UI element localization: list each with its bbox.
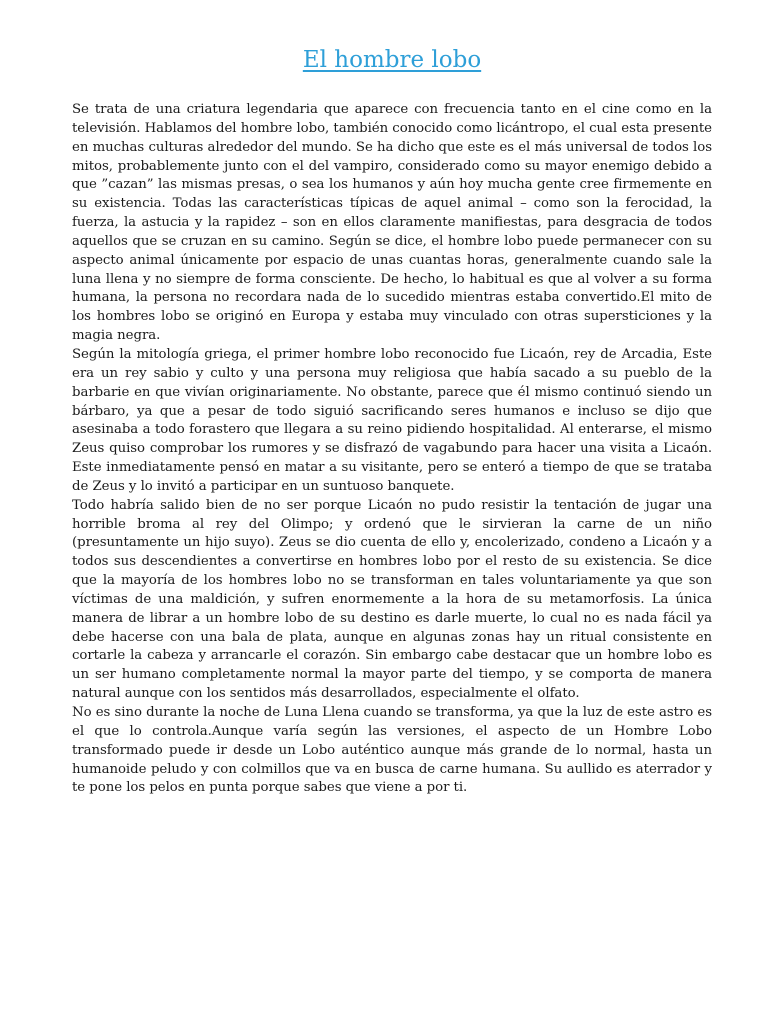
paragraph-intro: Se trata de una criatura legendaria que aparece con frecuencia tanto en el cine como en la televisión. Hablamos del hombre lobo, también conocido como licántropo, el cual esta presente en muchas culturas alrededor del mundo. Se ha dicho que este es el más universal de todos los mitos, probablemente junto con el del vampiro, considerado como su mayor enemigo debido a que ”cazan” las mismas presas, o sea los humanos y aún hoy mucha gente cree firmemente en su existencia. Todas las características típicas de aquel animal – como son la ferocidad, la fuerza, la astucia y la rapidez – son en ellos claramente manifiestas, para desgracia de todos aquellos que se cruzan en su camino. Según se dice, el hombre lobo puede permanecer con su aspecto animal únicamente por espacio de unas cuantas horas, generalmente cuando sale la luna llena y no siempre de forma consciente. De hecho, lo habitual es que al volver a su forma humana, la persona no recordara nada de lo sucedido mientras estaba convertido.El mito de los hombres lobo se originó en Europa y estaba muy vinculado con otras supersticiones y la magia negra. bbox=[72, 102, 713, 344]
paragraph-transformation: No es sino durante la noche de Luna Llena cuando se transforma, ya que la luz de este astro es el que lo controla.Aunque varía según las versiones, el aspecto de un Hombre Lobo transformado puede ir desde un Lobo auténtico aunque más grande de lo normal, hasta un humanoide peludo y con colmillos que va en busca de carne humana. Su aullido es aterrador y te pone los pelos en punta porque sabes que viene a por ti. bbox=[72, 705, 712, 796]
paragraph-mythology: Según la mitología griega, el primer hombre lobo reconocido fue Licaón, rey de Arcadia, Este era un rey sabio y culto y una persona muy religiosa que había sacado a su pueblo de la barbarie en que vivían originariamente. No obstante, parece que él mismo continuó siendo un bárbaro, ya que a pesar de todo siguió sacrificando seres humanos e incluso se dijo que asesinaba a todo forastero que llegara a su reino pidiendo hospitalidad. Al enterarse, el mismo Zeus quiso comprobar los rumores y se disfrazó de vagabundo para hacer una visita a Licaón. Este inmediatamente pensó en matar a su visitante, pero se enteró a tiempo de que se trataba de Zeus y lo invitó a participar en un suntuoso banquete. bbox=[72, 346, 712, 494]
document-title: El hombre lobo bbox=[302, 47, 482, 73]
paragraph-curse: Todo habría salido bien de no ser porque Licaón no pudo resistir la tentación de jugar una horrible broma al rey del Olimpo; y ordenó que le sirvieran la carne de un niño (presuntamente un hijo suyo). Zeus se dio cuenta de ello y, encolerizado, condeno a Licaón y a todos sus descendientes a convertirse en hombres lobo por el resto de su existencia. Se dice que la mayoría de los hombres lobo no se transforman en tales voluntariamente ya que son víctimas de una maldición, y sufren enormemente a la hora de su metamorfosis. La única manera de librar a un hombre lobo de su destino es darle muerte, lo cual no es nada fácil ya debe hacerse con una bala de plata, aunque en algunas zonas hay un ritual consistente en cortarle la cabeza y arrancarle el corazón. Sin embargo cabe destacar que un hombre lobo es un ser humano completamente normal la mayor parte del tiempo, y se comporta de manera natural aunque con los sentidos más desarrollados, especialmente el olfato. bbox=[72, 497, 712, 702]
